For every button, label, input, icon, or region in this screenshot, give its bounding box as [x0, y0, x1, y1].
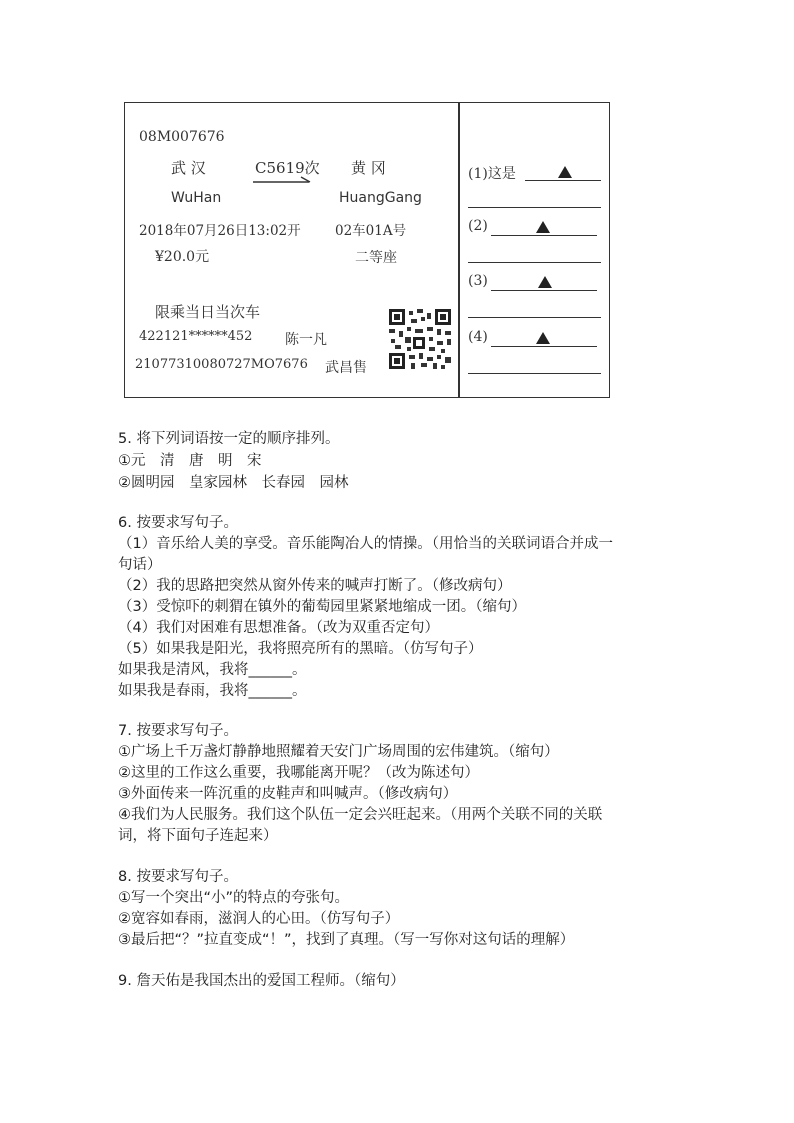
question-8-title: 8. 按要求写句子。	[118, 869, 238, 885]
ticket-datetime: 2018年07月26日13:02开	[139, 223, 301, 239]
ticket-to-en: HuangGang	[339, 190, 422, 206]
train-arrow-icon	[253, 175, 313, 189]
question-6-line: （5）如果我是阳光，我将照亮所有的黑暗。（仿写句子）	[118, 641, 483, 657]
ticket-passenger-name: 陈一凡	[285, 332, 327, 348]
ticket-serial: 21077310080727MO7676	[135, 357, 308, 372]
question-8-line: ①写一个突出“小”的特点的夸张句。	[118, 890, 350, 906]
ticket-to-cn: 黄 冈	[351, 159, 386, 177]
ticket-train-number: C5619次	[255, 159, 320, 177]
triangle-marker-icon	[538, 276, 552, 288]
question-8-line: ③最后把“？”拉直变成“！”，找到了真理。（写一写你对这句话的理解）	[118, 932, 575, 948]
answer-4-blank-2[interactable]	[468, 373, 601, 374]
question-6-line: 如果我是春雨，我将______。	[118, 683, 307, 699]
triangle-marker-icon	[536, 221, 550, 233]
ticket-notice: 限乘当日当次车	[155, 303, 261, 321]
question-6-line: （4）我们对困难有思想准备。（改为双重否定句）	[118, 620, 439, 636]
answer-1-blank[interactable]	[525, 180, 601, 181]
ticket-from-en: WuHan	[171, 190, 222, 206]
answer-3-blank-2[interactable]	[468, 317, 601, 318]
answer-3-blank[interactable]	[491, 290, 597, 291]
answer-4-label: (4)	[468, 329, 488, 345]
answer-2-blank[interactable]	[491, 235, 597, 236]
ticket-id-number: 422121******452	[139, 329, 253, 344]
question-7-title: 7. 按要求写句子。	[118, 723, 238, 739]
question-5-item-1: ①元 清 唐 明 宋	[118, 453, 262, 469]
ticket-divider	[458, 103, 460, 397]
ticket-code: 08M007676	[139, 129, 225, 145]
question-6-line: （3）受惊吓的刺猬在镇外的葡萄园里紧紧地缩成一团。（缩句）	[118, 599, 526, 615]
question-6-line: 如果我是清风，我将______。	[118, 662, 307, 678]
question-6-title: 6. 按要求写句子。	[118, 515, 238, 531]
ticket-price: ¥20.0元	[155, 249, 210, 265]
question-5-item-2: ②圆明园 皇家园林 长春园 园林	[118, 475, 349, 491]
question-6-line: （2）我的思路把突然从窗外传来的喊声打断了。（修改病句）	[118, 578, 512, 594]
answer-3-label: (3)	[468, 273, 488, 289]
triangle-marker-icon	[536, 332, 550, 344]
question-7-line: ②这里的工作这么重要，我哪能离开呢？（改为陈述句）	[118, 765, 479, 781]
answer-1-blank-2[interactable]	[468, 207, 601, 208]
triangle-marker-icon	[558, 166, 572, 178]
qr-code-icon	[387, 307, 453, 371]
question-8-line: ②宽容如春雨，滋润人的心田。（仿写句子）	[118, 911, 400, 927]
answer-4-blank[interactable]	[491, 346, 597, 347]
answer-1-label: (1)这是	[468, 166, 516, 182]
answer-2-blank-2[interactable]	[468, 262, 601, 263]
ticket-from-cn: 武 汉	[171, 159, 206, 177]
question-7-line: ③外面传来一阵沉重的皮鞋声和叫喊声。（修改病句）	[118, 786, 458, 802]
ticket-class: 二等座	[355, 250, 397, 266]
question-6-line: （1）音乐给人美的享受。音乐能陶冶人的情操。（用恰当的关联词语合并成一	[118, 536, 613, 552]
question-5-title: 5. 将下列词语按一定的顺序排列。	[118, 431, 340, 447]
ticket-station: 武昌售	[325, 360, 367, 376]
train-ticket	[124, 102, 610, 398]
question-9-title: 9. 詹天佑是我国杰出的爱国工程师。（缩句）	[118, 973, 405, 989]
ticket-seat: 02车01A号	[335, 223, 407, 239]
question-7-line: ①广场上千万盏灯静静地照耀着天安门广场周围的宏伟建筑。（缩句）	[118, 744, 559, 760]
question-7-line: ④我们为人民服务。我们这个队伍一定会兴旺起来。（用两个关联不同的关联	[118, 807, 603, 823]
question-6-line: 句话）	[118, 557, 162, 573]
question-7-line: 词，将下面句子连起来）	[118, 828, 278, 844]
answer-2-label: (2)	[468, 218, 488, 234]
